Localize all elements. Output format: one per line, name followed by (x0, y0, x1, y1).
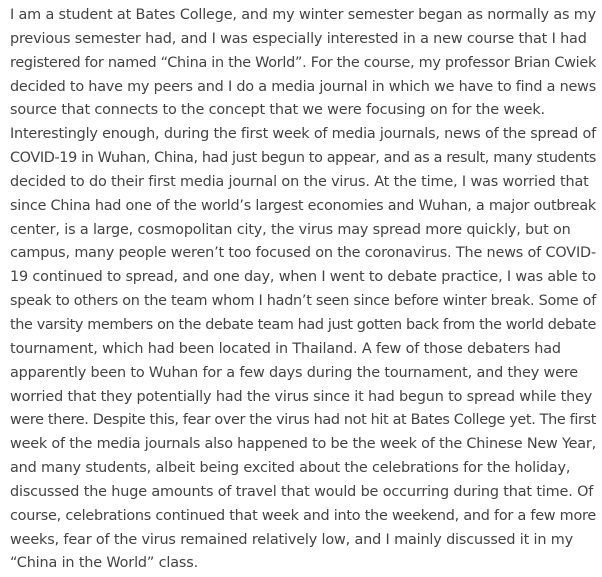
paragraph-line: speak to others on the team whom I hadn’t seen since before winter break. Some of (10, 293, 596, 310)
paragraph-line: and many students, albeit being excited about the celebrations for the holiday, (10, 460, 571, 477)
article-paragraph (10, 4, 596, 576)
paragraph-line: the varsity members on the debate team had just gotten back from the world debate (10, 316, 596, 333)
paragraph-line: week of the media journals also happened to be the week of the Chinese New Year, (10, 436, 596, 453)
paragraph-line: center, is a large, cosmopolitan city, the virus may spread more quickly, but on (10, 221, 571, 238)
paragraph-line: previous semester had, and I was especially interested in a new course that I had (10, 30, 587, 47)
paragraph-line: COVID-19 in Wuhan, China, had just begun to appear, and as a result, many students (10, 150, 596, 167)
paragraph-line: tournament, which had been located in Thailand. A few of those debaters had (10, 340, 561, 357)
paragraph-line: discussed the huge amounts of travel that would be occurring during that time. Of (10, 483, 594, 500)
paragraph-line: Interestingly enough, during the first week of media journals, news of the spread of (10, 126, 596, 143)
paragraph-line: source that connects to the concept that we were focusing on for the week. (10, 102, 545, 119)
paragraph-line: since China had one of the world’s largest economies and Wuhan, a major outbreak (10, 197, 597, 214)
paragraph-line: 19 continued to spread, and one day, when I went to debate practice, I was able to (10, 269, 596, 286)
paragraph-line: “China in the World” class. (10, 555, 199, 572)
paragraph-line: decided to do their first media journal on the virus. At the time, I was worried that (10, 173, 589, 190)
paragraph-line: worried that they potentially had the virus since it had begun to spread while they (10, 388, 593, 405)
paragraph-line: were there. Despite this, fear over the virus had not hit at Bates College yet. The first (10, 412, 596, 429)
paragraph-line: weeks, fear of the virus remained relatively low, and I mainly discussed it in my (10, 531, 574, 548)
paragraph-line: apparently been to Wuhan for a few days during the tournament, and they were (10, 364, 578, 381)
paragraph-line: decided to have my peers and I do a media journal in which we have to find a news (10, 78, 596, 95)
paragraph-line: I am a student at Bates College, and my winter semester began as normally as my (10, 7, 596, 23)
paragraph-line: campus, many people weren’t too focused on the coronavirus. The news of COVID- (10, 245, 596, 262)
paragraph-line: registered for named “China in the World”. For the course, my professor Brian Cwiek (10, 54, 596, 71)
paragraph-line: course, celebrations continued that week and into the weekend, and for a few more (10, 507, 596, 524)
